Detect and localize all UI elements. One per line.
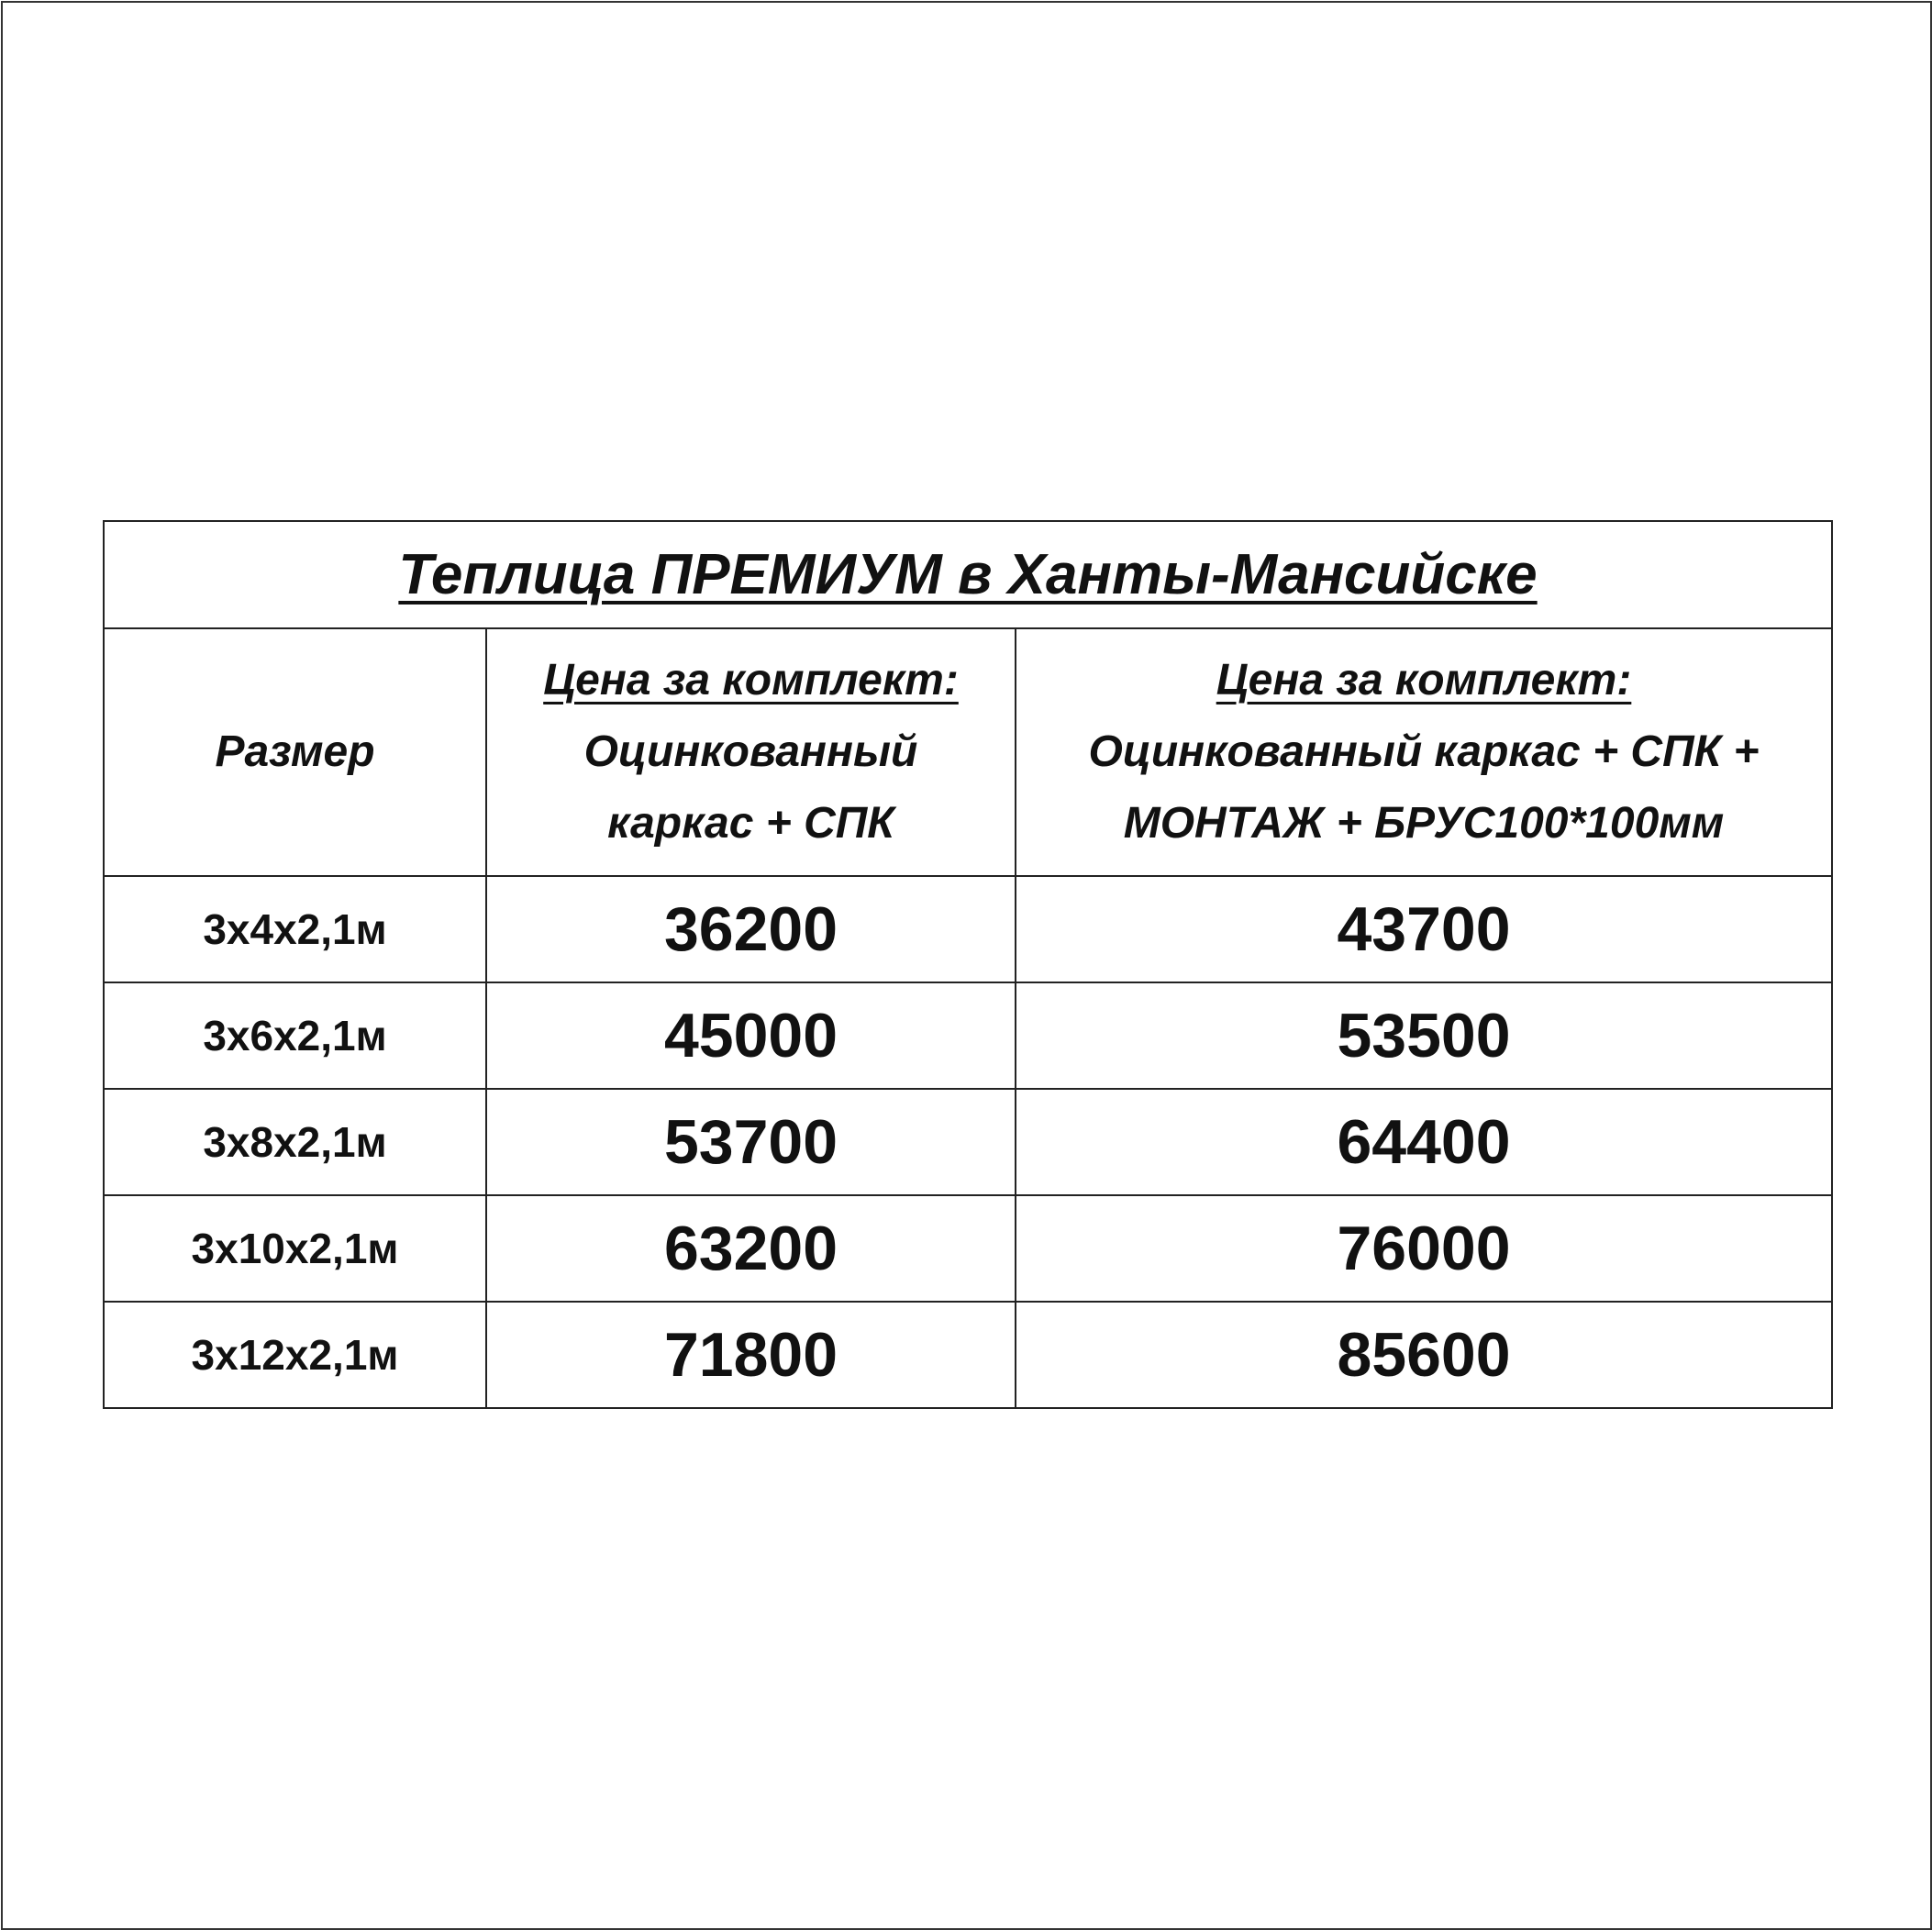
size-cell: 3х12х2,1м: [104, 1302, 486, 1408]
size-cell: 3х6х2,1м: [104, 982, 486, 1089]
price-install-cell: 76000: [1016, 1195, 1832, 1302]
size-cell: 3х8х2,1м: [104, 1089, 486, 1195]
size-cell: 3х4х2,1м: [104, 876, 486, 982]
header-price-1: [486, 628, 1016, 876]
table-row: [104, 1302, 1832, 1408]
title-cell: [104, 521, 1832, 628]
price-kit-cell: 45000: [486, 982, 1016, 1089]
table-title: Теплица ПРЕМИУМ в Ханты-Мансийске: [398, 543, 1538, 606]
header-size: [104, 628, 486, 876]
header-price-2-label: Цена за комплект:: [1216, 656, 1632, 704]
header-price-2-line2: МОНТАЖ + БРУС100*100мм: [1123, 799, 1725, 848]
header-row: [104, 628, 1832, 876]
table-row: [104, 1195, 1832, 1302]
price-kit-cell: 71800: [486, 1302, 1016, 1408]
price-install-cell: 64400: [1016, 1089, 1832, 1195]
header-size-label: Размер: [215, 727, 375, 776]
header-price-1-label: Цена за комплект:: [543, 656, 959, 704]
price-table: [103, 520, 1833, 1409]
price-install-cell: 85600: [1016, 1302, 1832, 1408]
title-row: [104, 521, 1832, 628]
header-price-2-line1: Оцинкованный каркас + СПК +: [1088, 727, 1760, 776]
price-kit-cell: 63200: [486, 1195, 1016, 1302]
size-cell: 3х10х2,1м: [104, 1195, 486, 1302]
header-price-1-line1: Оцинкованный: [583, 727, 918, 776]
price-install-cell: 43700: [1016, 876, 1832, 982]
price-kit-cell: 53700: [486, 1089, 1016, 1195]
price-install-cell: 53500: [1016, 982, 1832, 1089]
header-price-1-line2: каркас + СПК: [607, 799, 894, 848]
price-kit-cell: 36200: [486, 876, 1016, 982]
table-row: [104, 1089, 1832, 1195]
table-row: [104, 876, 1832, 982]
table-row: [104, 982, 1832, 1089]
header-price-2: [1016, 628, 1832, 876]
